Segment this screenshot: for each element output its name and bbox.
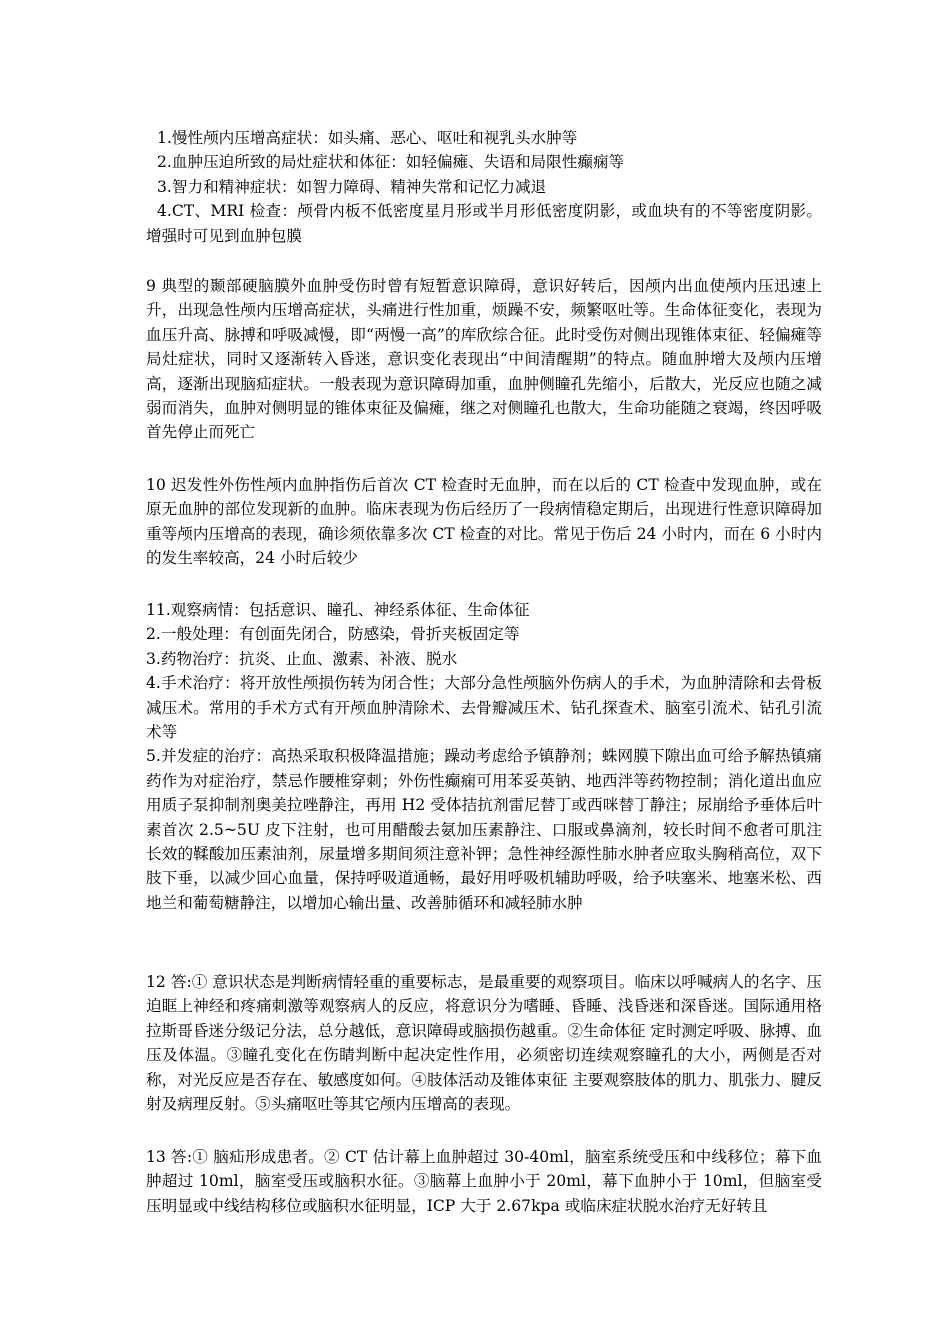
paragraph-9-text: 9 典型的颞部硬脑膜外血肿受伤时曾有短暂意识障碍，意识好转后，因颅内出血使颅内压迅速上升，出现急性颅内压增高症状，头痛进行性加重，烦躁不安，频繁呕吐等。生命体征变化，表现为血压升高、脉搏和呼吸减慢，即“两慢一高”的库欣综合征。此时受伤对侧出现锥体束征、轻偏瘫等局灶症状，同时又逐渐转入昏迷，意识变化表现出“中间清醒期”的特点。随血肿增大及颅内压增高，逐渐出现脑疝症状。一般表现为意识障碍加重，血肿侧瞳孔先缩小，后散大，光反应也随之减弱而消失，血肿对侧明显的锥体束征及偏瘫，继之对侧瞳孔也散大，生命功能随之衰竭，终因呼吸首先停止而死亡 xyxy=(146,277,822,442)
paragraph-9 xyxy=(146,274,822,445)
paragraph-13 xyxy=(146,1145,822,1218)
paragraph-12-text: 12 答:① 意识状态是判断病情轻重的重要标志，是最重要的观察项目。临床以呼喊病人的名字、压迫眶上神经和疼痛刺激等观察病人的反应，将意识分为嗜睡、昏睡、浅昏迷和深昏迷。国际通用格拉斯哥昏迷分级记分法，总分越低，意识障碍或脑损伤越重。②生命体征 定时测定呼吸、脉搏、血压及体温。③瞳孔变化在伤睛判断中起决定性作用，必须密切连续观察瞳孔的大小，两侧是否对称，对光反应是否存在、敏感度如何。④肢体活动及锥体束征 主要观察肢体的肌力、肌张力、腱反射及病理反射。⑤头痛呕吐等其它颅内压增高的表现。 xyxy=(146,973,822,1114)
paragraph-12 xyxy=(146,970,822,1116)
treatment-item: 11.观察病情：包括意识、瞳孔、神经系体征、生命体征 xyxy=(146,601,530,619)
symptom-item: 2.血肿压迫所致的局灶症状和体征：如轻偏瘫、失语和局限性癫痫等 xyxy=(157,153,625,172)
treatment-item: 3.药物治疗：抗炎、止血、激素、补液、脱水 xyxy=(146,649,458,668)
paragraph-10-text: 10 迟发性外伤性颅内血肿指伤后首次 CT 检查时无血肿，而在以后的 CT 检查中发现血肿，或在原无血肿的部位发现新的血肿。临床表现为伤后经历了一段病情稳定期后，出现进行性意识障碍加重等颅内压增高的表现，确诊须依靠多次 CT 检查的对比。常见于伤后 24 小时内，而在 6 小时内的发生率较高，24 小时后较少 xyxy=(146,476,822,568)
treatment-item: 4.手术治疗：将开放性颅损伤转为闭合性；大部分急性颅脑外伤病人的手术，为血肿清除和去骨板减压术。常用的手术方式有开颅血肿清除术、去骨瓣减压术、钻孔探查术、脑室引流术、钻孔引流术等 xyxy=(146,674,822,742)
treatment-list xyxy=(146,598,822,915)
symptom-item: 1.慢性颅内压增高症状：如头痛、恶心、呕吐和视乳头水肿等 xyxy=(157,129,578,147)
paragraph-10 xyxy=(146,473,822,571)
treatment-item: 2.一般处理：有创面先闭合，防感染，骨折夹板固定等 xyxy=(146,625,520,644)
symptom-item: 3.智力和精神症状：如智力障碍、精神失常和记忆力减退 xyxy=(157,177,547,196)
symptom-item: 4.CT、MRI 检查：颅骨内板不低密度星月形或半月形低密度阴影，或血块有的不等密度阴影。增强时可见到血肿包膜 xyxy=(146,202,822,245)
symptoms-list xyxy=(146,126,822,248)
treatment-item: 5.并发症的治疗：高热采取积极降温措施；躁动考虑给予镇静剂；蛛网膜下隙出血可给予解热镇痛药作为对症治疗，禁忌作腰椎穿刺；外伤性癫痫可用苯妥英钠、地西泮等药物控制；消化道出血应用质子泵抑制剂奥美拉唑静注，再用 H2 受体拮抗剂雷尼替丁或西咪替丁静注；尿崩给予垂体后叶素首次 2.5~5U 皮下注射，也可用醋酸去氨加压素静注、口服或鼻滴剂，较长时间不愈者可肌注长效的鞣酸加压素油剂，尿量增多期间须注意补钾；急性神经源性肺水肿者应取头胸稍高位，双下肢下垂，以减少回心血量，保持呼吸道通畅，最好用呼吸机辅助呼吸，给予呋塞米、地塞米松、西地兰和葡萄糖静注，以增加心输出量、改善肺循环和减轻肺水肿 xyxy=(146,747,822,912)
paragraph-13-text: 13 答:① 脑疝形成患者。② CT 估计幕上血肿超过 30-40ml，脑室系统受压和中线移位；幕下血肿超过 10ml，脑室受压或脑积水征。③脑幕上血肿小于 20ml，幕下血肿小于 10ml，但脑室受压明显或中线结构移位或脑积水征明显，ICP 大于 2.67kpa 或临床症状脱水治疗无好转且 xyxy=(146,1148,822,1215)
